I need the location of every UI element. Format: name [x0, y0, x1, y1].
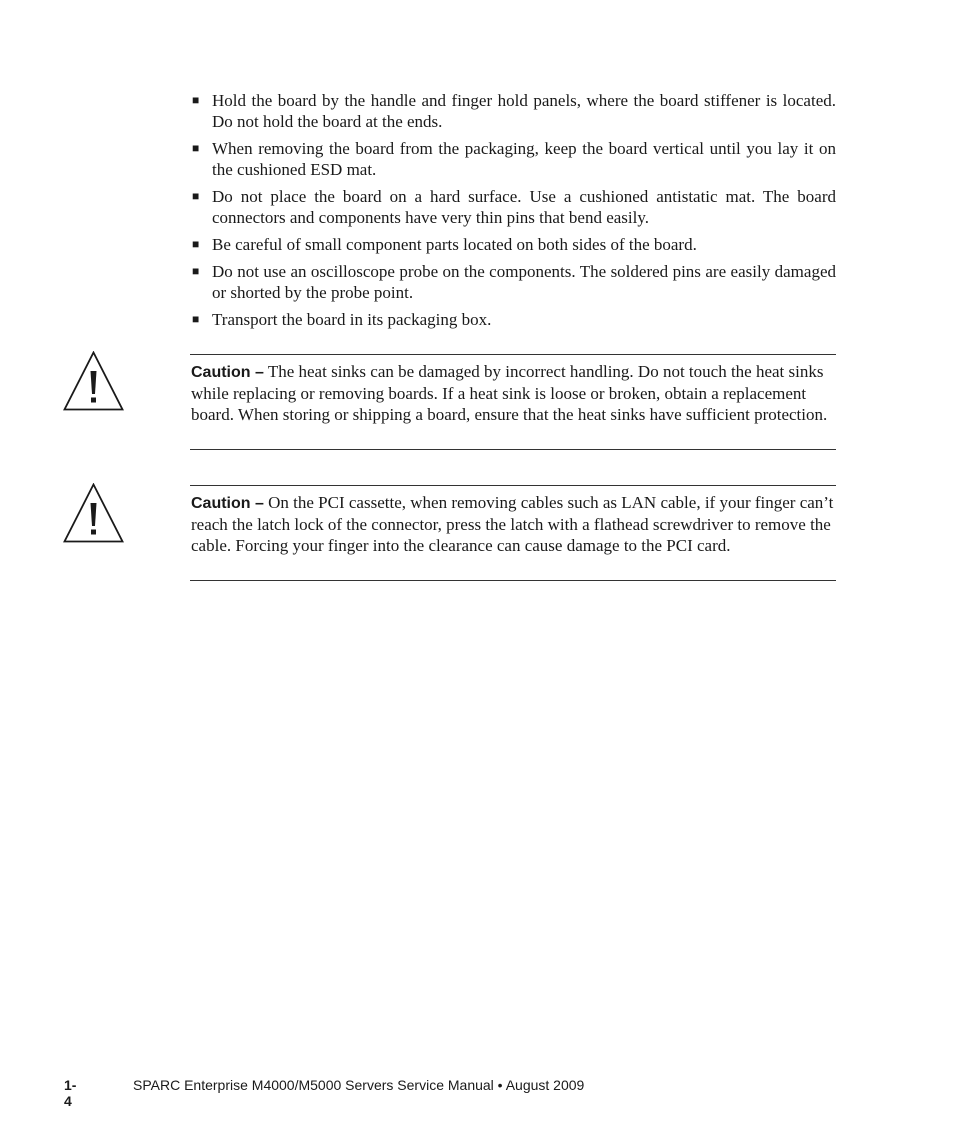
bullet-square-icon: ■	[192, 237, 200, 251]
list-item	[190, 186, 836, 228]
list-item-text: Transport the board in its packaging box.	[212, 310, 492, 329]
list-item-text: Do not use an oscilloscope probe on the components. The soldered pins are easily damaged or shorted by the probe point.	[212, 262, 836, 302]
caution-label: Caution –	[191, 364, 264, 381]
list-item-text: Hold the board by the handle and finger hold panels, where the board stiffener is located. Do not hold the board at the ends.	[212, 91, 836, 131]
caution-heat-sinks	[190, 354, 836, 450]
list-item	[190, 309, 836, 330]
bullet-square-icon: ■	[192, 264, 200, 278]
warning-triangle-icon	[63, 351, 124, 411]
caution-pci-cassette	[190, 485, 836, 581]
list-item	[190, 261, 836, 303]
list-item	[190, 90, 836, 132]
handling-guidelines-list	[190, 90, 836, 336]
caution-text: The heat sinks can be damaged by incorrect handling. Do not touch the heat sinks while replacing or removing boards. If a heat sink is loose or broken, obtain a replacement board. When storing or shipping a board, ensure that the heat sinks have sufficient protection.	[191, 362, 828, 424]
bullet-square-icon: ■	[192, 189, 200, 203]
bullet-square-icon: ■	[192, 312, 200, 326]
page-number: 1-4	[64, 1077, 77, 1109]
list-item	[190, 234, 836, 255]
list-item-text: Do not place the board on a hard surface. Use a cushioned antistatic mat. The board connectors and components have very thin pins that bend easily.	[212, 187, 836, 227]
caution-label: Caution –	[191, 495, 264, 512]
bullet-square-icon: ■	[192, 141, 200, 155]
bullet-square-icon: ■	[192, 93, 200, 107]
list-item	[190, 138, 836, 180]
caution-text: On the PCI cassette, when removing cables such as LAN cable, if your finger can’t reach the latch lock of the connector, press the latch with a flathead screwdriver to remove the cable. Forcing your finger into the clearance can cause damage to the PCI card.	[191, 493, 834, 555]
list-item-text: When removing the board from the packaging, keep the board vertical until you lay it on the cushioned ESD mat.	[212, 139, 836, 179]
warning-triangle-icon	[63, 483, 124, 543]
document-title: SPARC Enterprise M4000/M5000 Servers Service Manual • August 2009	[133, 1077, 585, 1093]
list-item-text: Be careful of small component parts located on both sides of the board.	[212, 235, 697, 254]
